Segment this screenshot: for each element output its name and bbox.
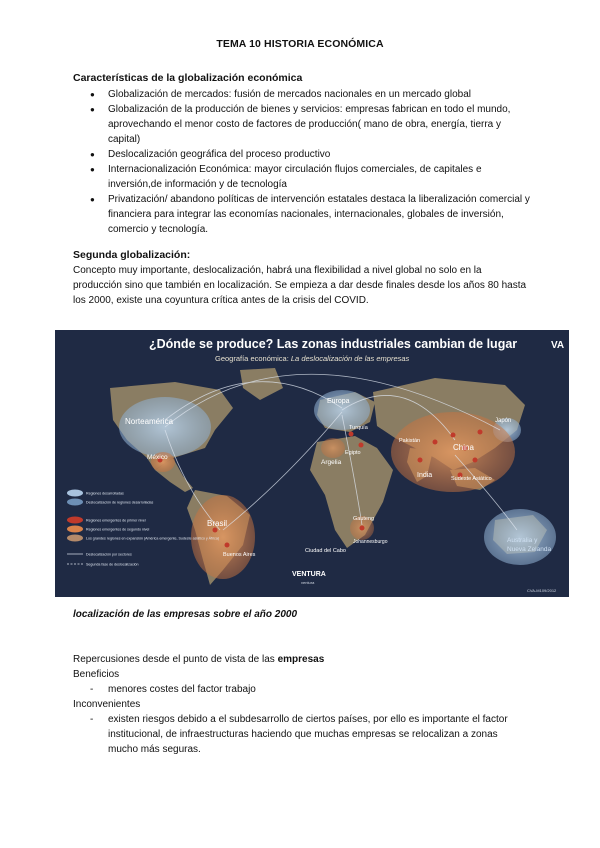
list-item: ● Privatización/ abandono políticas de intervención estatales destaca la liberalización comercial y financiera para integrar las economías nacionales, internacionales, globales de inversión, comercio y tecnología.: [90, 194, 530, 235]
beneficios-list: [90, 682, 530, 697]
label-argelia: Argelia: [321, 459, 342, 466]
label-mexico: México: [147, 454, 168, 461]
hotspot-dot: [418, 458, 423, 463]
label-turquia: Turquía: [349, 425, 368, 431]
legend-item: Segunda fase de deslocalización: [86, 562, 139, 567]
hotspot-dot: [360, 526, 365, 531]
label-johannesburgo: Johannesburgo: [353, 539, 388, 545]
page-title: TEMA 10 HISTORIA ECONÓMICA: [216, 38, 384, 50]
beneficios-label: Beneficios: [73, 669, 120, 680]
dash-icon: -: [90, 684, 94, 695]
legend-item: Los grandes regiones en expansión (América emergente, Sudeste asiático y África): [86, 536, 220, 541]
globalization-characteristics-list: [90, 87, 530, 237]
label-norteamerica: Norteamérica: [125, 417, 174, 426]
section1-heading: Características de la globalización económica: [73, 72, 303, 84]
map-title: ¿Dónde se produce? Las zonas industriales cambian de lugar: [149, 337, 518, 351]
hotspot-dot: [478, 430, 483, 435]
label-china: China: [453, 443, 474, 452]
label-japon: Japón: [495, 418, 512, 424]
figure-caption: localización de las empresas sobre el año 2000: [73, 609, 297, 620]
bullet-icon: ●: [90, 165, 95, 174]
list-item: ● Deslocalización geográfica del proceso productivo: [90, 149, 331, 160]
hotspot-dot: [451, 433, 456, 438]
list-item: menores costes del factor trabajo: [108, 684, 256, 695]
legend-item: Deslocalización de regiones desarrolladas: [86, 500, 154, 505]
label-egipto: Egipto: [345, 450, 361, 456]
legend-item: Deslocalización por sectores: [86, 552, 132, 557]
legend-swatch: [67, 535, 83, 542]
legend-swatch: [67, 499, 83, 506]
map-code: CVA-M109/2012: [527, 588, 557, 593]
map-subtitle: Geografía económica: La deslocalización de las empresas: [215, 354, 410, 363]
list-item: ● Globalización de la producción de bienes y servicios: empresas fabrican en todo el mundo, aprovechando el menor costo de factores de producción( mano de obra, energía, tierra y capital): [90, 104, 511, 145]
section2-paragraph: Concepto muy importante, deslocalización, habrá una flexibilidad a nivel global no solo en la producción sino que también en localización. Se empieza a dar desde finales desde los años 80 hasta los 2000, existe una coyuntura crítica antes de la crisis del COVID.: [73, 265, 527, 306]
bullet-icon: ●: [90, 90, 95, 99]
hotspot-dot: [433, 440, 438, 445]
legend-item: Regiones emergentes de primer nivel: [86, 518, 146, 523]
legend-item: Regiones desarrolladas: [86, 491, 124, 496]
label-brasil: Brasil: [207, 519, 228, 528]
hotspot-dot: [359, 443, 364, 448]
label-australia: Australia y: [507, 537, 538, 544]
legend-swatch: [67, 517, 83, 524]
region-argelia: [321, 438, 345, 458]
bullet-icon: ●: [90, 195, 95, 204]
hotspot-dot: [213, 528, 218, 533]
legend-item: Regiones emergentes de segundo nivel: [86, 527, 150, 532]
hotspot-dot: [473, 458, 478, 463]
repercusiones-intro: Repercusiones desde el punto de vista de las empresas: [73, 654, 325, 665]
map-brand: VENTURA: [292, 571, 326, 578]
legend-swatch: [67, 526, 83, 533]
label-pakistan: Pakistán: [399, 438, 421, 444]
map-badge-icon: VA: [551, 340, 565, 351]
label-buenos-aires: Buenos Aires: [223, 552, 256, 558]
hotspot-dot: [225, 543, 230, 548]
bullet-icon: ●: [90, 105, 95, 114]
label-sudeste: Sudeste Asiático: [451, 476, 492, 482]
label-india: India: [417, 472, 433, 479]
list-item: ● Globalización de mercados: fusión de mercados nacionales en un mercado global: [90, 89, 471, 100]
hotspot-dot: [349, 432, 354, 437]
map-brand-sub: ventura: [301, 580, 315, 585]
bullet-icon: ●: [90, 150, 95, 159]
label-europa: Europa: [327, 398, 350, 405]
dash-icon: -: [90, 714, 94, 725]
deslocalizacion-map: [55, 330, 569, 597]
section2-heading: Segunda globalización:: [73, 249, 191, 261]
label-nueva-zelanda: Nueva Zelanda: [507, 546, 552, 553]
label-ciudad-del-cabo: Ciudad del Cabo: [305, 548, 346, 554]
label-gauteng: Gauteng: [353, 516, 375, 522]
list-item: ● Internacionalización Económica: mayor circulación flujos comerciales, de capitales e inversión,de información y de tecnología: [90, 164, 482, 190]
legend-swatch: [67, 490, 83, 497]
inconvenientes-list: [90, 712, 530, 757]
inconvenientes-label: Inconvenientes: [73, 699, 141, 710]
list-item: existen riesgos debido a el subdesarrollo de ciertos países, por ello es importante el factor institucional, de infraestructuras haciendo que muchas empresas se relocalizan a zonas mucho más seguras.: [108, 714, 508, 755]
